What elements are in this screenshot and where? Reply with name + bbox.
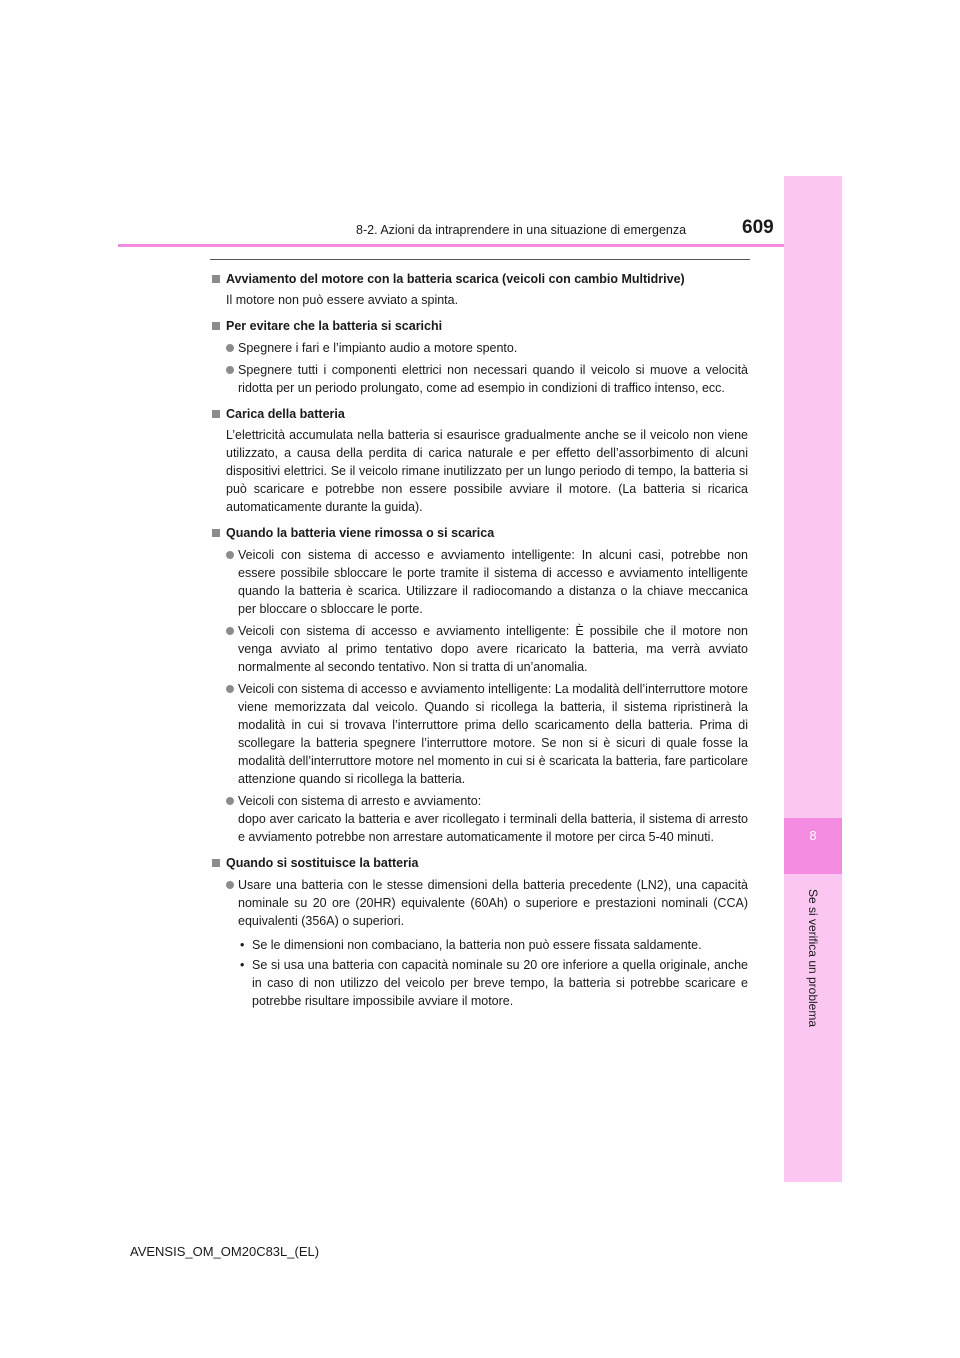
square-bullet-icon (212, 859, 220, 867)
list-item: Veicoli con sistema di accesso e avviamento intelligente: In alcuni casi, potrebbe non essere possibile sbloccare le porte tramite il sistema di accesso e avviamento intelligente quando la batteria è scarica. Utilizzare il radiocomando a distanza o la chiave meccanica per bloccare o sbloccare le porte. (212, 546, 748, 618)
paragraph: Il motore non può essere avviato a spinta. (226, 293, 459, 307)
sub-list-item: • Se si usa una batteria con capacità nominale su 20 ore inferiore a quella originale, anche in caso di non utilizzo del veicolo per breve tempo, la batteria si potrebbe scaricare e potrebbe risultare impossibile avviare il motore. (240, 958, 748, 1008)
round-bullet-icon (226, 551, 234, 559)
section-heading: Per evitare che la batteria si scarichi (212, 317, 748, 335)
list-item: Spegnere tutti i componenti elettrici non necessari quando il veicolo si muove a velocità ridotta per un periodo prolungato, come ad esempio in condizioni di traffico intenso, ecc. (212, 361, 748, 397)
list-item: Spegnere i fari e l’impianto audio a motore spento. (212, 339, 748, 357)
round-bullet-icon (226, 366, 234, 374)
square-bullet-icon (212, 322, 220, 330)
page-content (212, 270, 748, 1010)
chapter-side-tab (784, 176, 842, 1182)
section-title: 8-2. Azioni da intraprendere in una situazione di emergenza (356, 223, 687, 237)
dot-bullet-icon: • (240, 938, 245, 952)
dot-bullet-icon: • (240, 958, 245, 972)
list-item: Veicoli con sistema di arresto e avviamento: dopo aver caricato la batteria e aver ricollegato i terminali della batteria, il sistema di arresto e avviamento potrebbe non arrestare automaticamente il motore per circa 5-40 minuti. (212, 792, 748, 846)
list-item: Veicoli con sistema di accesso e avviamento intelligente: La modalità dell’interruttore motore viene memorizzata dal veicolo. Quando si ricollega la batteria, il sistema ripristinerà la modalità in cui si trovava l’interruttore prima dello scaricamento della batteria. Prima di scollegare la batteria spegnere l’interruttore motore. Se non si è sicuri di quale fosse la modalità dell’interruttore motore nel momento in cui si è scaricata la batteria, fare particolare attenzione quando si ricollega la batteria. (212, 680, 748, 788)
page-number: 609 (742, 217, 774, 238)
document-code: AVENSIS_OM_OM20C83L_(EL) (130, 1244, 320, 1259)
round-bullet-icon (226, 881, 234, 889)
round-bullet-icon (226, 797, 234, 805)
section-heading: Carica della batteria (212, 405, 748, 423)
chapter-title: Se si verifica un problema (806, 888, 820, 1028)
paragraph: L’elettricità accumulata nella batteria si esaurisce gradualmente anche se il veicolo non viene utilizzato, a causa della perdita di carica naturale e per effetto dell’assorbimento di alcuni dispositivi elettrici. Se il veicolo rimane inutilizzato per un lungo periodo di tempo, la batteria si può scaricare e potrebbe non essere possibile avviare il motore. (La batteria si ricarica automaticamente durante la guida). (226, 428, 748, 514)
sub-list-item: • Se le dimensioni non combaciano, la batteria non può essere fissata saldamente. (240, 938, 702, 952)
chapter-active-marker (784, 818, 842, 874)
section-heading: Quando si sostituisce la batteria (212, 854, 748, 872)
square-bullet-icon (212, 410, 220, 418)
list-item: Usare una batteria con le stesse dimensioni della batteria precedente (LN2), una capacità nominale su 20 ore (20HR) equivalente (60Ah) o superiore e prestazioni nominali (CCA) equivalenti (356A) o superiori. (212, 876, 748, 930)
round-bullet-icon (226, 685, 234, 693)
round-bullet-icon (226, 344, 234, 352)
section-heading: Quando la batteria viene rimossa o si scarica (212, 524, 748, 542)
content-rule (210, 259, 750, 260)
list-item: Veicoli con sistema di accesso e avviamento intelligente: È possibile che il motore non venga avviato al primo tentativo dopo avere ricaricato la batteria, ma verrà avviato normalmente al secondo tentativo. Non si tratta di un’anomalia. (212, 622, 748, 676)
square-bullet-icon (212, 275, 220, 283)
section-heading: Avviamento del motore con la batteria scarica (veicoli con cambio Multidrive) (212, 270, 748, 288)
square-bullet-icon (212, 529, 220, 537)
header-rule (118, 244, 784, 247)
chapter-number: 8 (809, 828, 817, 843)
round-bullet-icon (226, 627, 234, 635)
